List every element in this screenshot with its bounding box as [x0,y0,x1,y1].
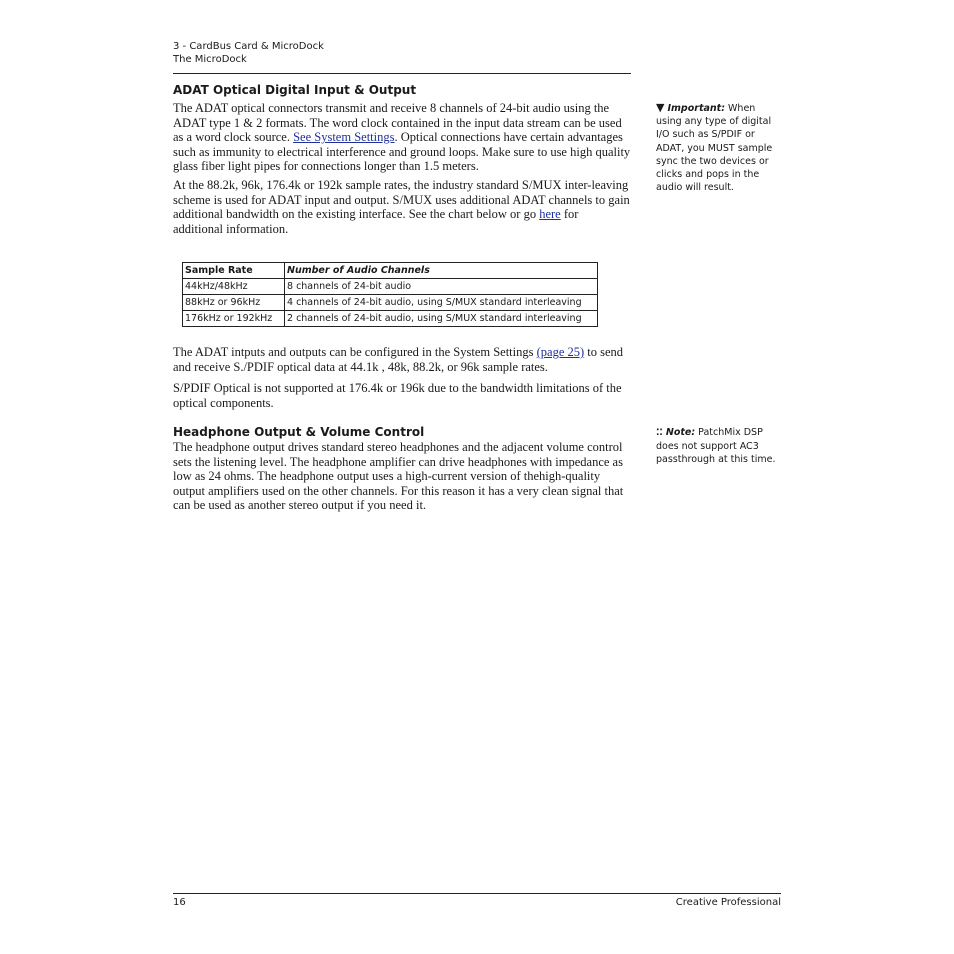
table-row [183,295,598,311]
table-cell: 8 channels of 24-bit audio [285,279,598,295]
note-icon: ⁚⁚ [656,428,663,438]
note-sidebar [656,426,780,467]
section-title: The MicroDock [173,54,247,65]
page-25-link[interactable]: (page 25) [536,345,585,359]
chapter-title: 3 - CardBus Card & MicroDock [173,41,324,52]
page-number: 16 [173,897,186,908]
running-header [173,40,324,66]
adat-paragraph-1: The ADAT optical connectors transmit and receive 8 channels of 24-bit audio using the ADAT type 1 & 2 formats. The word clock contained in the input data stream can be used as a word clock source. See System Settings. Optical connections have certain advantages such as immunity to electrical interference and ground loops. Make sure to use high quality glass fiber light pipes for connections longer than 1.5 meters. [173,101,631,174]
header-rule [173,73,631,74]
adat-paragraph-2: At the 88.2k, 96k, 176.4k or 192k sample rates, the industry standard S/MUX inter-leaving scheme is used for ADAT input and output. S/MUX uses additional ADAT channels to gain additional bandwidth on the existing interface. See the chart below or go here for additional information. [173,178,630,236]
table-cell: 88kHz or 96kHz [183,295,285,311]
note-text: PatchMix DSP does not support AC3 passthrough at this time. [656,427,776,466]
table-header-row [183,263,598,279]
table-row [183,279,598,295]
footer-brand: Creative Professional [675,897,781,908]
important-label: Important: [667,103,726,114]
system-settings-link[interactable]: See System Settings [293,130,395,145]
here-link[interactable]: here [539,207,561,222]
table-header-cell: Number of Audio Channels [285,263,598,279]
footer-rule [173,893,781,894]
table-cell: 44kHz/48kHz [183,279,285,295]
headphone-heading: Headphone Output & Volume Control [173,425,425,439]
important-sidebar [656,101,780,194]
table-cell: 2 channels of 24-bit audio, using S/MUX standard interleaving [285,311,598,327]
warning-triangle-icon: ▼ [656,101,665,114]
note-label: Note: [665,427,696,438]
sample-rate-table [182,262,598,327]
table-header-cell: Sample Rate [183,263,285,279]
adat-paragraph-4: S/PDIF Optical is not supported at 176.4k or 196k due to the bandwidth limitations of the optical components. [173,381,622,410]
headphone-paragraph: The headphone output drives standard stereo headphones and the adjacent volume control sets the listening level. The headphone amplifier can drive headphones with impedance as low as 24 ohms. The headphone output uses a high-current version of thehigh-quality output amplifiers used on the other channels. For this reason it has a very clean signal that can be used as another stereo output if you need it. [173,440,624,513]
table-row [183,311,598,327]
adat-paragraph-3: The ADAT intputs and outputs can be configured in the System Settings (page 25) to send and receive S./PDIF optical data at 44.1k , 48k, 88.2k, or 96k sample rates. [173,345,624,374]
table-cell: 176kHz or 192kHz [183,311,285,327]
adat-heading: ADAT Optical Digital Input & Output [173,83,417,97]
important-text: When using any type of digital I/O such as S/PDIF or ADAT, you MUST sample sync the two devices or clicks and pops in the audio will result. [656,103,773,194]
table-cell: 4 channels of 24-bit audio, using S/MUX standard interleaving [285,295,598,311]
